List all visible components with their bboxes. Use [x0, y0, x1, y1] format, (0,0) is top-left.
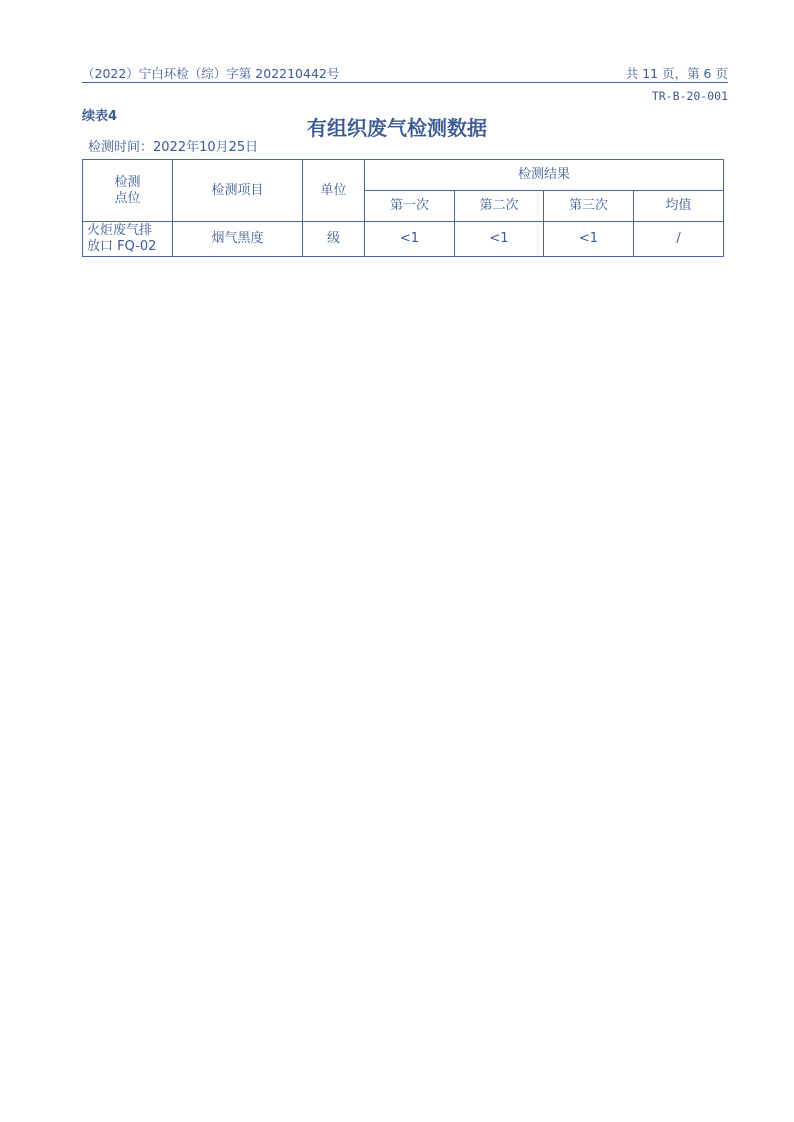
header-second: 第二次	[455, 191, 544, 222]
report-number: （2022）宁白环检（综）字第 202210442号	[82, 66, 340, 81]
table-header-row	[83, 160, 724, 191]
cell-third: <1	[544, 222, 634, 257]
cell-second: <1	[455, 222, 544, 257]
continued-table-label: 续表4	[82, 109, 118, 124]
page-header	[82, 64, 728, 83]
header-item: 检测项目	[173, 160, 303, 222]
table-row	[83, 222, 724, 257]
header-first: 第一次	[365, 191, 455, 222]
page-info: 共 11 页，第 6 页	[625, 66, 728, 81]
cell-unit: 级	[303, 222, 365, 257]
cell-item: 烟气黑度	[173, 222, 303, 257]
page-title: 有组织废气检测数据	[307, 116, 487, 140]
header-results: 检测结果	[365, 160, 724, 191]
header-location: 检测 点位	[83, 160, 173, 222]
header-average: 均值	[634, 191, 724, 222]
test-time: 检测时间：2022年10月25日	[88, 140, 259, 155]
header-third: 第三次	[544, 191, 634, 222]
cell-location: 火炬废气排 放口 FQ-02	[83, 222, 173, 257]
header-unit: 单位	[303, 160, 365, 222]
document-code: TR-B-20-001	[651, 89, 728, 103]
cell-first: <1	[365, 222, 455, 257]
results-table	[82, 159, 724, 257]
cell-average: /	[634, 222, 724, 257]
